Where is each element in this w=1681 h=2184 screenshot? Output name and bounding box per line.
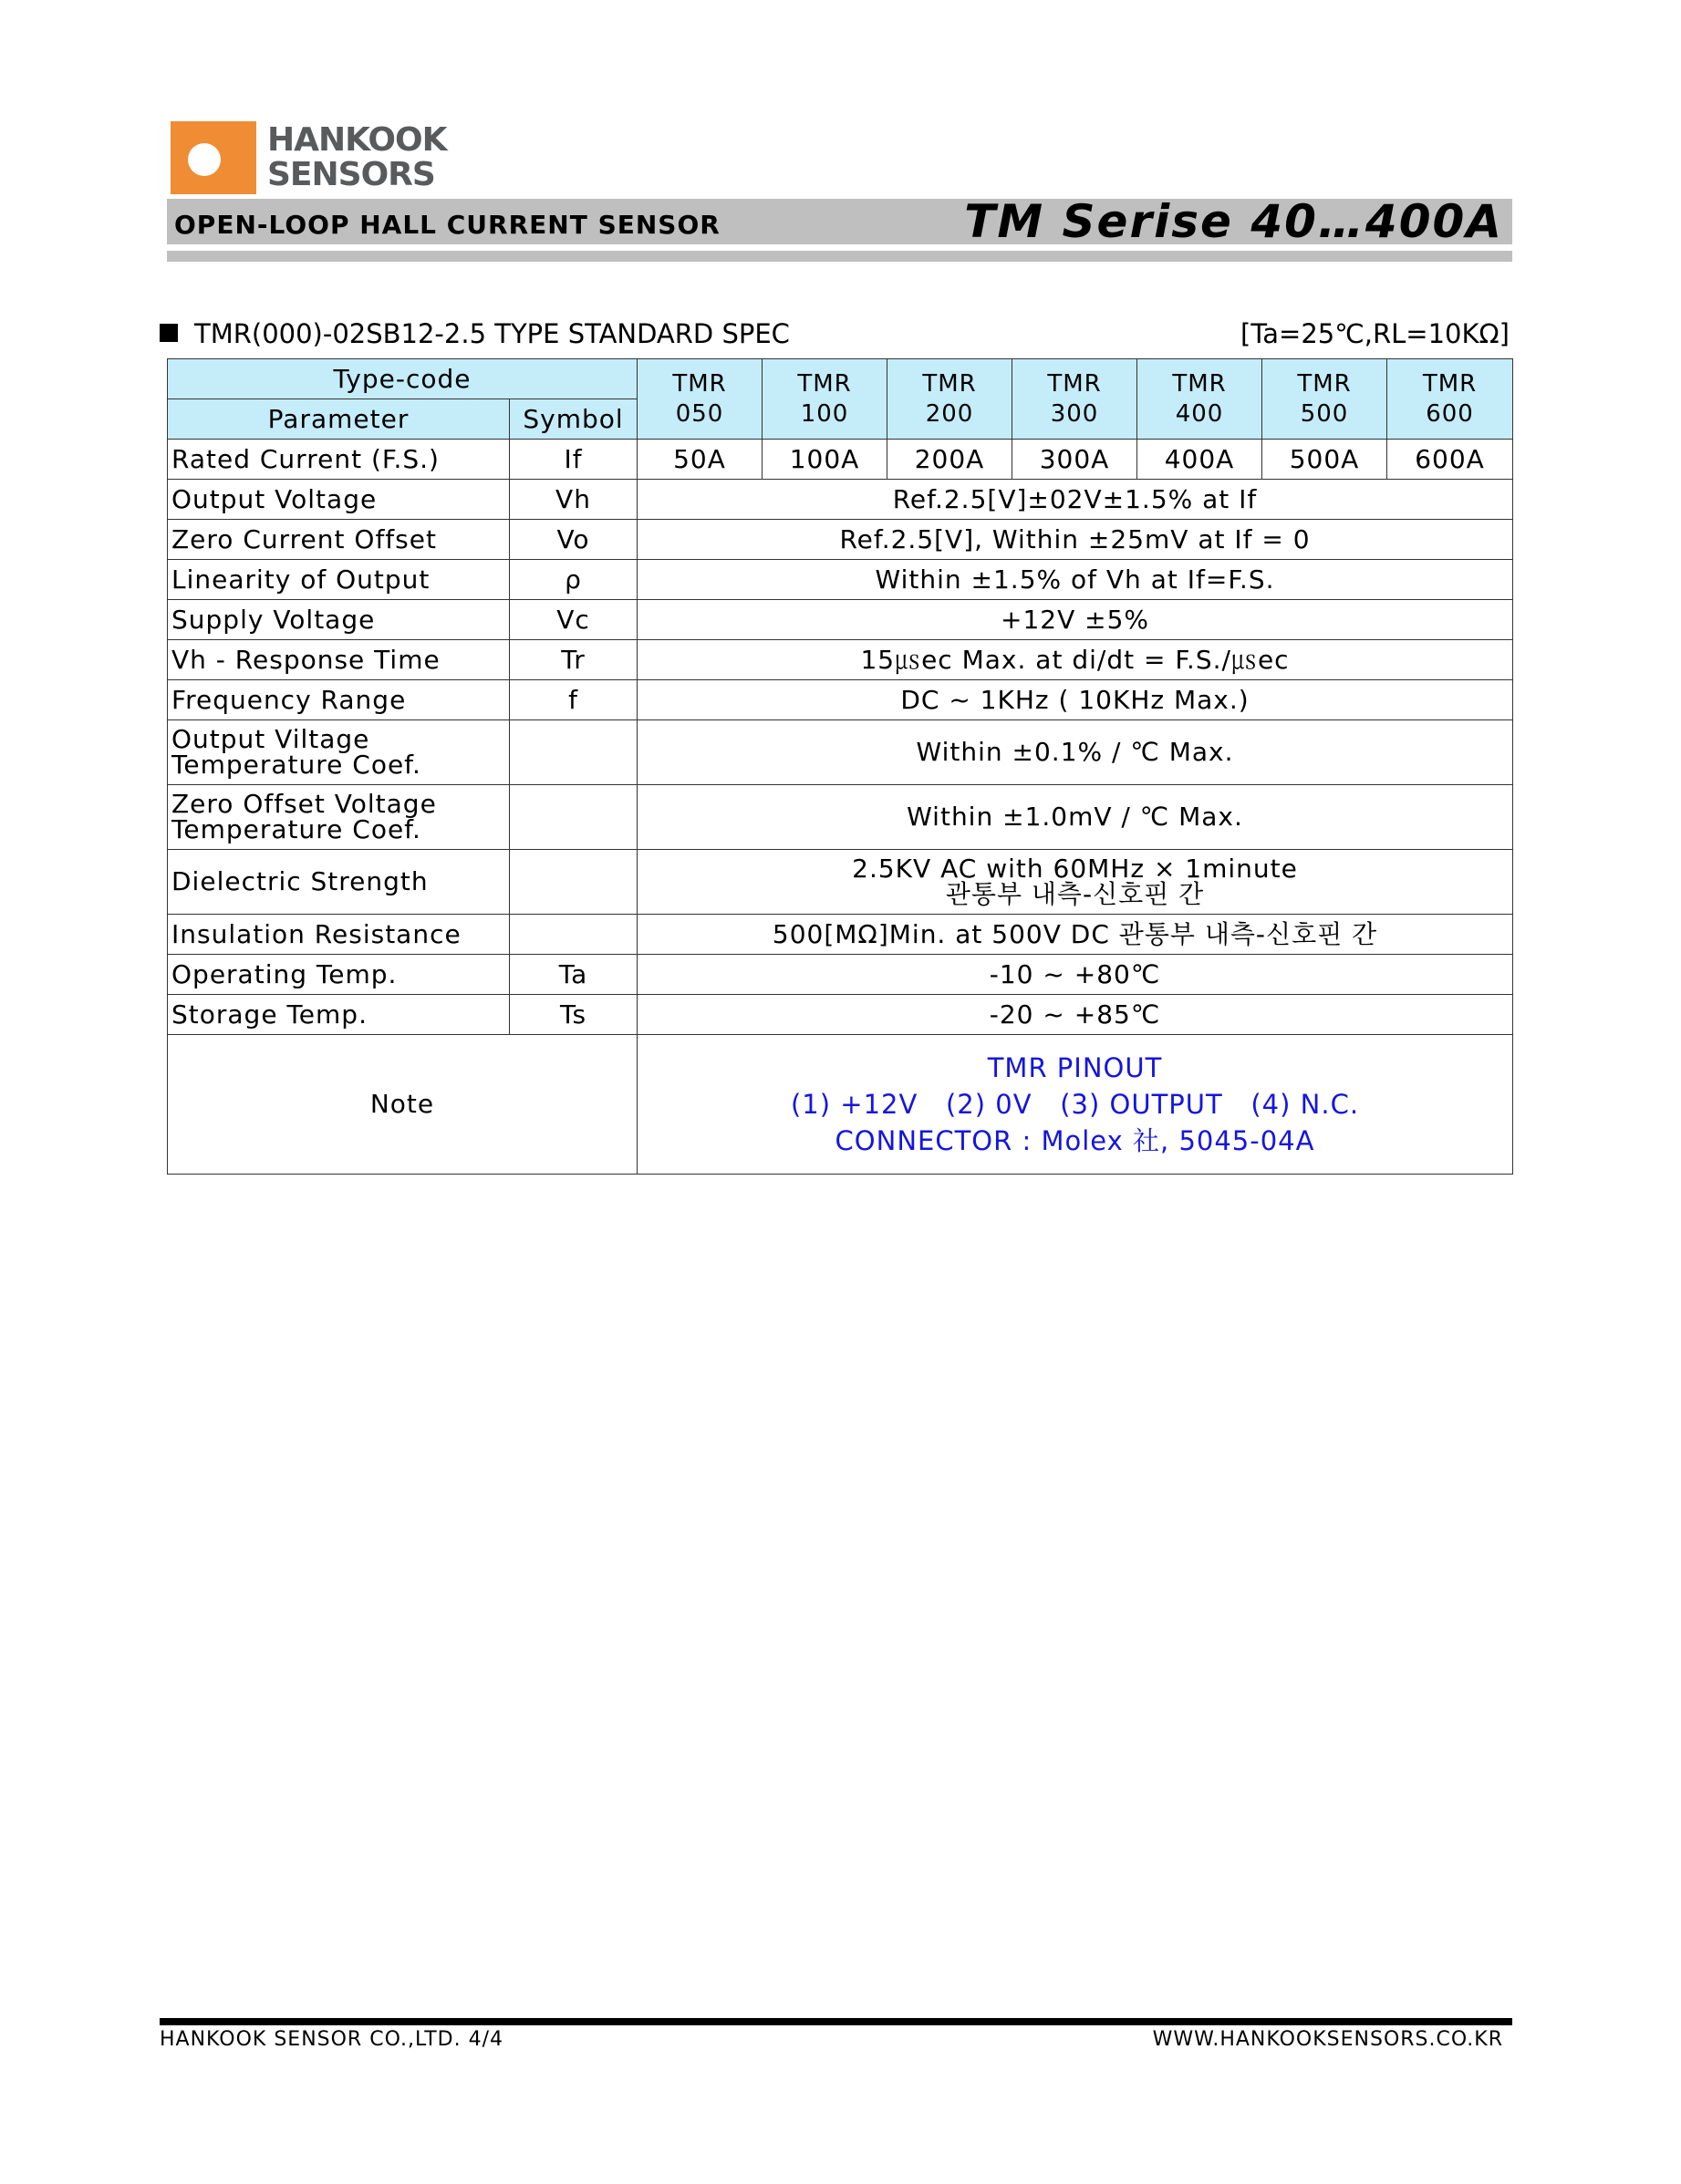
symbol-cell: Vh: [510, 480, 638, 520]
value-cell: Within ±1.5% of Vh at If=F.S.: [638, 560, 1513, 600]
logo-text: [267, 123, 447, 192]
param-cell: Linearity of Output: [168, 560, 510, 600]
value-cell: Ref.2.5[V], Within ±25mV at If = 0: [638, 520, 1513, 560]
model-header: TMR 100: [763, 359, 887, 440]
symbol-cell: Vo: [510, 520, 638, 560]
symbol-cell: Vc: [510, 600, 638, 640]
document-subtitle: OPEN-LOOP HALL CURRENT SENSOR: [174, 210, 721, 240]
spec-table: [167, 358, 1513, 1175]
model-header: TMR 500: [1262, 359, 1387, 440]
model-header: TMR 400: [1137, 359, 1262, 440]
param-cell: Output Voltage: [168, 480, 510, 520]
value-cell: 300A: [1012, 440, 1137, 480]
symbol-cell: Ta: [510, 955, 638, 995]
test-conditions: [Ta=25℃,RL=10KΩ]: [1240, 318, 1510, 349]
table-row: [168, 915, 1513, 955]
logo-line-1: HANKOOK: [267, 121, 447, 159]
model-header: TMR 600: [1387, 359, 1513, 440]
param-cell: Frequency Range: [168, 680, 510, 720]
value-cell: Within ±0.1% / ℃ Max.: [638, 720, 1513, 785]
param-cell: Rated Current (F.S.): [168, 440, 510, 480]
value-cell: 400A: [1137, 440, 1262, 480]
value-cell: 2.5KV AC with 60MHz × 1minute 관통부 내측-신호핀 간: [638, 850, 1513, 915]
table-row: [168, 440, 1513, 480]
model-header: TMR 050: [638, 359, 763, 440]
type-code-header: Type-code: [168, 359, 638, 399]
value-cell: 200A: [887, 440, 1012, 480]
table-row: [168, 640, 1513, 680]
param-cell: Dielectric Strength: [168, 850, 510, 915]
param-cell: Output Viltage Temperature Coef.: [168, 720, 510, 785]
value-cell: 100A: [763, 440, 887, 480]
symbol-cell: [510, 720, 638, 785]
note-label: Note: [168, 1035, 638, 1175]
param-cell: Operating Temp.: [168, 955, 510, 995]
logo-line-2: SENSORS: [267, 156, 435, 193]
table-row: [168, 359, 1513, 399]
table-row: [168, 995, 1513, 1035]
value-cell: DC ~ 1KHz ( 10KHz Max.): [638, 680, 1513, 720]
bullet-square-icon: [160, 324, 178, 342]
spec-title-text: TMR(000)-02SB12-2.5 TYPE STANDARD SPEC: [194, 318, 790, 349]
table-row: [168, 480, 1513, 520]
value-cell: 600A: [1387, 440, 1513, 480]
pinout-list: (1) +12V (2) 0V (3) OUTPUT (4) N.C.: [790, 1089, 1360, 1120]
symbol-cell: Tr: [510, 640, 638, 680]
value-cell: 15㎲ec Max. at di/dt = F.S./㎲ec: [638, 640, 1513, 680]
note-content: [638, 1035, 1513, 1175]
param-cell: Supply Voltage: [168, 600, 510, 640]
param-cell: Vh - Response Time: [168, 640, 510, 680]
param-cell: Insulation Resistance: [168, 915, 510, 955]
model-header: TMR 200: [887, 359, 1012, 440]
table-row: [168, 1035, 1513, 1175]
value-cell: 500A: [1262, 440, 1387, 480]
value-cell: 500[MΩ]Min. at 500V DC 관통부 내측-신호핀 간: [638, 915, 1513, 955]
table-row: [168, 955, 1513, 995]
symbol-cell: [510, 915, 638, 955]
table-row: [168, 520, 1513, 560]
connector-info: CONNECTOR : Molex 社, 5045-04A: [835, 1125, 1315, 1156]
value-cell: -10 ~ +80℃: [638, 955, 1513, 995]
symbol-cell: Ts: [510, 995, 638, 1035]
table-row: [168, 680, 1513, 720]
table-row: [168, 785, 1513, 850]
table-row: [168, 560, 1513, 600]
symbol-cell: [510, 785, 638, 850]
value-cell: -20 ~ +85℃: [638, 995, 1513, 1035]
value-cell: Ref.2.5[V]±02V±1.5% at If: [638, 480, 1513, 520]
symbol-header: Symbol: [510, 399, 638, 440]
symbol-cell: [510, 850, 638, 915]
model-header: TMR 300: [1012, 359, 1137, 440]
footer-divider: [160, 2018, 1512, 2025]
table-row: [168, 720, 1513, 785]
header-divider: [167, 251, 1512, 262]
parameter-header: Parameter: [168, 399, 510, 440]
value-cell: 50A: [638, 440, 763, 480]
logo-mark: [171, 121, 256, 194]
value-cell: Within ±1.0mV / ℃ Max.: [638, 785, 1513, 850]
symbol-cell: f: [510, 680, 638, 720]
company-logo: [171, 121, 453, 194]
param-cell: Zero Current Offset: [168, 520, 510, 560]
symbol-cell: ρ: [510, 560, 638, 600]
table-row: [168, 850, 1513, 915]
symbol-cell: If: [510, 440, 638, 480]
param-cell: Zero Offset Voltage Temperature Coef.: [168, 785, 510, 850]
table-row: [168, 600, 1513, 640]
footer-website: WWW.HANKOOKSENSORS.CO.KR: [1152, 2028, 1503, 2051]
document-title: TM Serise 40…400A: [964, 195, 1503, 248]
spec-title: [160, 318, 790, 349]
pinout-title: TMR PINOUT: [987, 1052, 1163, 1083]
footer-company: HANKOOK SENSOR CO.,LTD. 4/4: [160, 2028, 503, 2051]
value-cell: +12V ±5%: [638, 600, 1513, 640]
param-cell: Storage Temp.: [168, 995, 510, 1035]
